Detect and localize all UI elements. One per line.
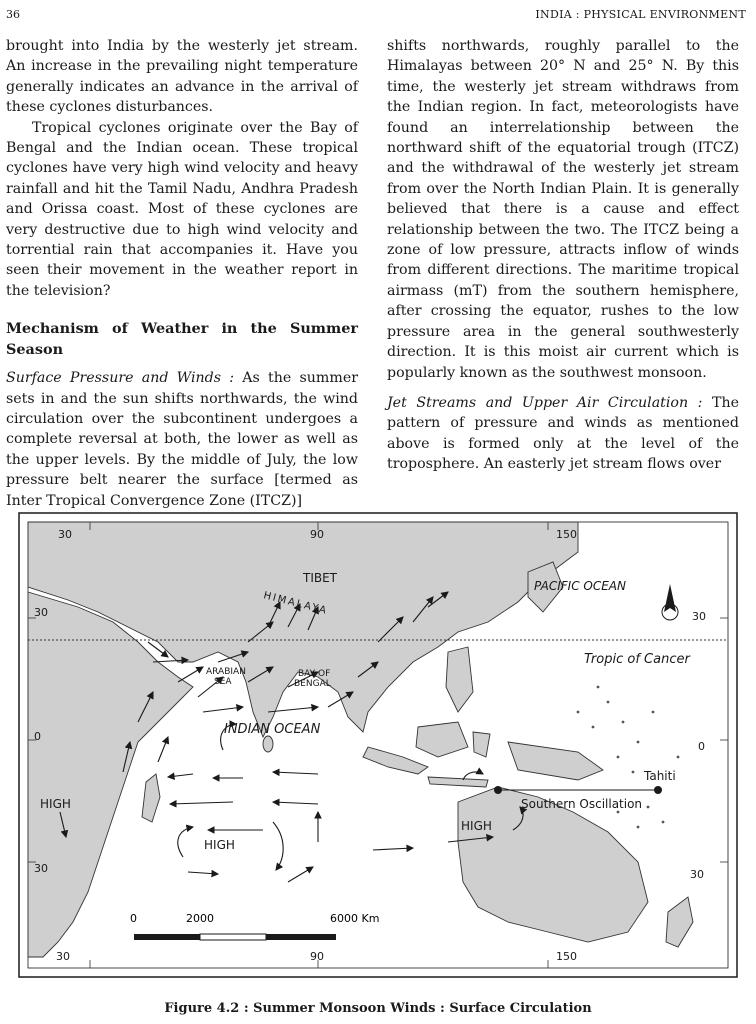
label-arabian: ARABIAN	[206, 667, 246, 677]
label-southern-oscillation: Southern Oscillation	[521, 797, 643, 811]
tick-label-left-30n: 30	[34, 606, 48, 619]
paragraph-body: The pattern of pressure and winds as mentioned above is formed only at the level of the troposphere. An easterly jet stream flows over	[387, 394, 739, 473]
paragraph: Tropical cyclones originate over the Bay of Bengal and the Indian ocean. These tropical cyclones have very high wind velocity and heavy rainfall and hit the Tamil Nadu, Andhra Pradesh and Orissa coast. Most of these cyclones are very destructive due to high wind velocity and torrential rain that accompanies it. Have you seen their movement in the weather report in the television?	[6, 119, 358, 299]
tick-label-top-150: 150	[556, 528, 577, 541]
paragraph-lead: Surface Pressure and Winds :	[6, 370, 235, 387]
right-column	[387, 36, 739, 475]
tick-label-top-90: 90	[310, 528, 324, 541]
label-high-africa: HIGH	[40, 797, 71, 811]
tick-label-bottom-90: 90	[310, 950, 324, 963]
label-bay-of: BAY OF	[298, 669, 331, 679]
tick-label-left-30s: 30	[34, 862, 48, 875]
page-header	[6, 6, 746, 24]
tick-label-bottom-150: 150	[556, 950, 577, 963]
left-column	[6, 36, 358, 511]
tick-label-left-0: 0	[34, 730, 41, 743]
page-number: 36	[6, 8, 20, 21]
summer-monsoon-map	[18, 512, 738, 978]
tick-label-top-30: 30	[58, 528, 72, 541]
tick-label-right-30n: 30	[692, 610, 706, 623]
label-pacific-ocean: PACIFIC OCEAN	[534, 579, 626, 593]
label-tibet: TIBET	[303, 571, 338, 585]
paragraph	[387, 393, 739, 475]
label-sea: SEA	[214, 677, 232, 687]
paragraph	[6, 368, 358, 511]
sri-lanka-land	[263, 736, 273, 752]
scale-label-end: 6000 Km	[330, 912, 380, 925]
label-tropic-of-cancer: Tropic of Cancer	[584, 652, 690, 667]
label-indian-ocean: INDIAN OCEAN	[224, 722, 321, 737]
label-himalaya: HIMALAYA	[262, 590, 329, 617]
tick-label-right-30s: 30	[690, 868, 704, 881]
running-title: INDIA : PHYSICAL ENVIRONMENT	[535, 8, 746, 21]
label-high-indian-ocean: HIGH	[204, 838, 235, 852]
figure-caption: Figure 4.2 : Summer Monsoon Winds : Surface Circulation	[164, 1001, 592, 1016]
tick-label-right-0: 0	[698, 740, 705, 753]
section-heading: Mechanism of Weather in the Summer Season	[6, 320, 358, 358]
paragraph-body: As the summer sets in and the sun shifts northwards, the wind circulation over the subcontinent undergoes a complete reversal at both, the lower as well as the upper levels. By the middle of July, the low pressure belt nearer the surface [termed as Inter Tropical Convergence Zone (ITCZ)]	[6, 370, 358, 509]
label-high-australia: HIGH	[461, 819, 492, 833]
label-tahiti: Tahiti	[644, 769, 676, 783]
paragraph: brought into India by the westerly jet stream. An increase in the prevailing night temperature generally indicates an advance in the arrival of these cyclones disturbances.	[6, 38, 358, 116]
paragraph: shifts northwards, roughly parallel to the Himalayas between 20° N and 25° N. By this time, the westerly jet stream withdraws from the Indian region. In fact, meteorologists have found an interrelationship between the northward shift of the equatorial trough (ITCZ) and the withdrawal of the westerly jet stream from over the North Indian Plain. It is generally believed that there is a cause and effect relationship between the two. The ITCZ being a zone of low pressure, attracts inflow of winds from different directions. The maritime tropical airmass (mT) from the southern hemisphere, after crossing the equator, rushes to the low pressure area in the general southwesterly direction. It is this moist air current which is popularly known as the southwest monsoon.	[387, 38, 739, 381]
scale-label-zero: 0	[130, 912, 137, 925]
tick-label-bottom-30: 30	[56, 950, 70, 963]
paragraph-lead: Jet Streams and Upper Air Circulation :	[387, 394, 703, 411]
scale-label-mid: 2000	[186, 912, 214, 925]
label-bengal: BENGAL	[294, 679, 331, 689]
